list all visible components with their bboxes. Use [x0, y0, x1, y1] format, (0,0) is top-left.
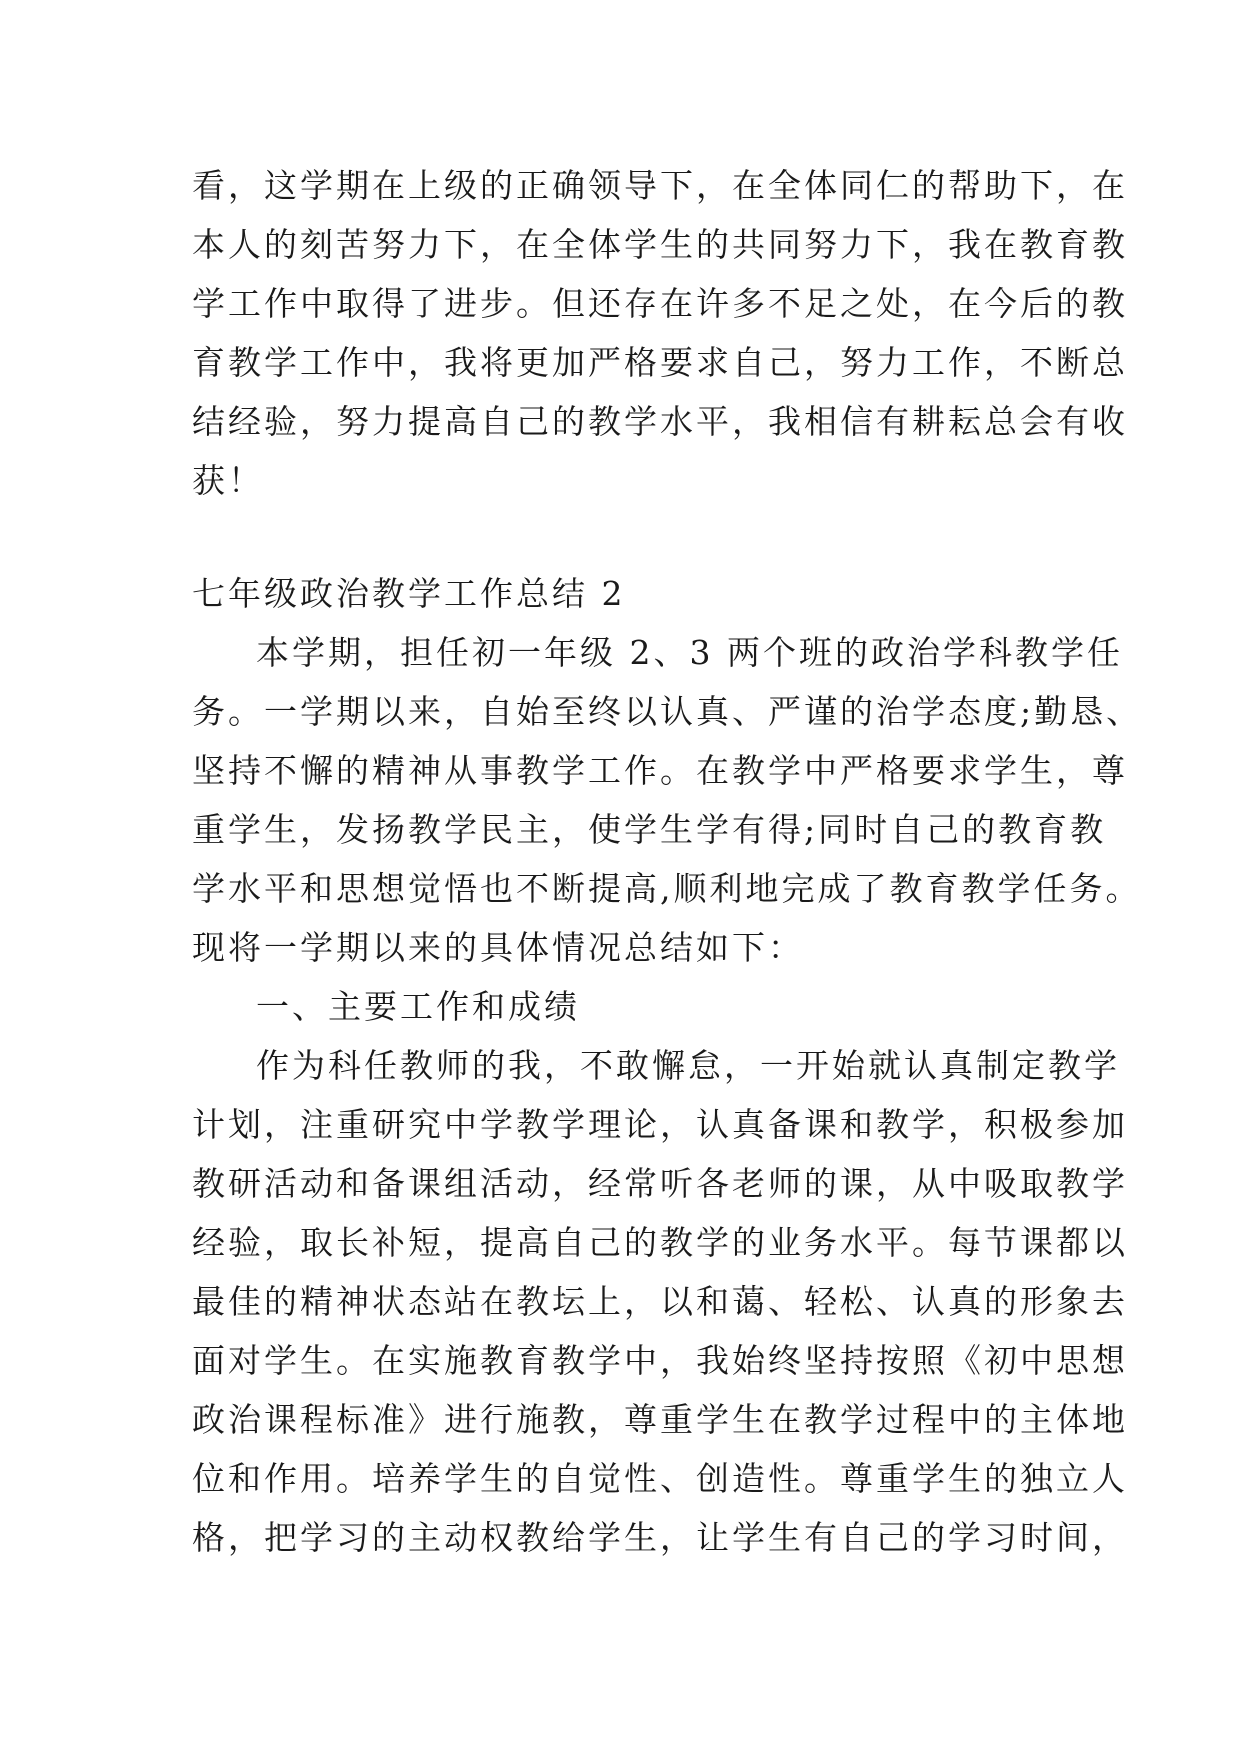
- paragraph-line: 坚持不懈的精神从事教学工作。在教学中严格要求学生，尊: [192, 751, 1128, 790]
- paragraph-line: 务。一学期以来，自始至终以认真、严谨的治学态度;勤恳、: [192, 692, 1143, 731]
- paragraph-line: 政治课程标准》进行施教，尊重学生在教学过程中的主体地: [192, 1400, 1128, 1439]
- paragraph-line: 作为科任教师的我，不敢懈怠，一开始就认真制定教学: [256, 1046, 1120, 1085]
- paragraph-line: 学工作中取得了进步。但还存在许多不足之处，在今后的教: [192, 284, 1128, 323]
- paragraph-line: 现将一学期以来的具体情况总结如下：: [192, 928, 804, 967]
- section-title: 七年级政治教学工作总结 2: [192, 574, 626, 613]
- paragraph-line: 育教学工作中，我将更加严格要求自己，努力工作，不断总: [192, 343, 1128, 382]
- paragraph-line: 计划，注重研究中学教学理论，认真备课和教学，积极参加: [192, 1105, 1128, 1144]
- paragraph-line: 结经验，努力提高自己的教学水平，我相信有耕耘总会有收: [192, 402, 1128, 441]
- subheading: 一、主要工作和成绩: [256, 987, 580, 1026]
- paragraph-line: 本人的刻苦努力下，在全体学生的共同努力下，我在教育教: [192, 225, 1128, 264]
- paragraph-line: 学水平和思想觉悟也不断提高,顺利地完成了教育教学任务。: [192, 869, 1142, 908]
- paragraph-line: 面对学生。在实施教育教学中，我始终坚持按照《初中思想: [192, 1341, 1128, 1380]
- paragraph-line: 获！: [192, 461, 264, 500]
- paragraph-line: 看，这学期在上级的正确领导下，在全体同仁的帮助下，在: [192, 166, 1128, 205]
- paragraph-line: 位和作用。培养学生的自觉性、创造性。尊重学生的独立人: [192, 1459, 1128, 1498]
- paragraph-line: 重学生，发扬教学民主，使学生学有得;同时自己的教育教: [192, 810, 1107, 849]
- paragraph-line: 最佳的精神状态站在教坛上，以和蔼、轻松、认真的形象去: [192, 1282, 1128, 1321]
- paragraph-line: 教研活动和备课组活动，经常听各老师的课，从中吸取教学: [192, 1164, 1128, 1203]
- paragraph-line: 经验，取长补短，提高自己的教学的业务水平。每节课都以: [192, 1223, 1128, 1262]
- paragraph-line: 格，把学习的主动权教给学生，让学生有自己的学习时间，: [192, 1518, 1128, 1557]
- paragraph-line: 本学期，担任初一年级 2、3 两个班的政治学科教学任: [256, 633, 1123, 672]
